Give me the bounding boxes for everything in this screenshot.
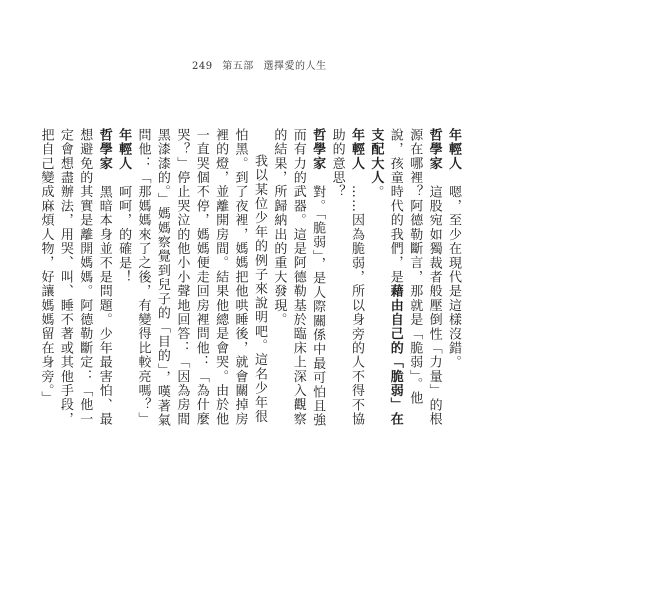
vertical-text-body (38, 128, 463, 428)
running-header (192, 57, 332, 72)
speaker-gap (310, 171, 325, 185)
body-text: 對。「脆弱」，是人際關係中最可怕且強而有力的武器。這是阿德勒基於臨床上深入觀察的結果，所歸納出的重大發現。 (271, 128, 326, 428)
speaker-label: 年輕人 (348, 128, 364, 171)
body-text: 嗯，至少在現代是這樣沒錯。 (446, 184, 461, 370)
body-text: 黑暗本身並不是問題。少年最害怕、最想避免的其實是離開媽媽。阿德勒斷定：「他一定會想盡辦法，用哭、叫、睡不著或其他手段，把自己變成麻煩人物，好讓媽媽留在身旁。」 (38, 128, 112, 427)
speaker-gap (97, 171, 112, 185)
body-text: 。 (368, 184, 384, 200)
page-number: 249 (192, 61, 213, 72)
speaker-gap (427, 171, 442, 185)
part-label: 第五部 (222, 61, 254, 72)
body-text: 這股宛如獨裁者般壓倒性「力量」的根源在哪裡？阿德勒斷言，那就是「脆弱」。他說，孩童時代的我們，是 (387, 128, 442, 427)
dialogue-paragraph (327, 128, 366, 428)
dialogue-paragraph (114, 128, 133, 428)
narration-paragraph (133, 128, 269, 428)
speaker-label: 哲學家 (96, 128, 112, 171)
dialogue-paragraph (269, 128, 327, 428)
chapter-title: 選擇愛的人生 (263, 61, 327, 72)
body-text: ……因為脆弱，所以身旁的人不得不協助的意思？ (329, 128, 364, 427)
speaker-label: 年輕人 (116, 128, 132, 171)
speaker-label: 哲學家 (426, 128, 442, 171)
emphasized-text: 藉由自己的「脆弱」在支配大人 (368, 128, 403, 427)
dialogue-paragraph (36, 128, 114, 428)
speaker-label: 哲學家 (310, 128, 326, 171)
speaker-gap (116, 171, 131, 185)
body-text: 我以某位少年的例子來說明吧。這名少年很怕黑。到了夜裡，媽媽把他哄睡後，就會關掉房裡的燈，並離開房間。結果他總是會哭。由於他一直哭個不停，媽媽便走回房裡問他：「為什麼哭？」停止哭泣的他小小聲地回答：「因為房間黑漆漆的。」媽媽察覺到兒子的「目的」，嘆著氣問他：「那媽媽來了之後，有變得比較亮嗎？」 (135, 128, 267, 428)
dialogue-paragraph (444, 128, 463, 428)
dialogue-paragraph (366, 128, 444, 428)
speaker-label: 年輕人 (446, 128, 461, 171)
speaker-gap (349, 171, 364, 185)
body-text: 呵呵，的確是！ (116, 184, 132, 285)
speaker-gap (446, 171, 461, 185)
